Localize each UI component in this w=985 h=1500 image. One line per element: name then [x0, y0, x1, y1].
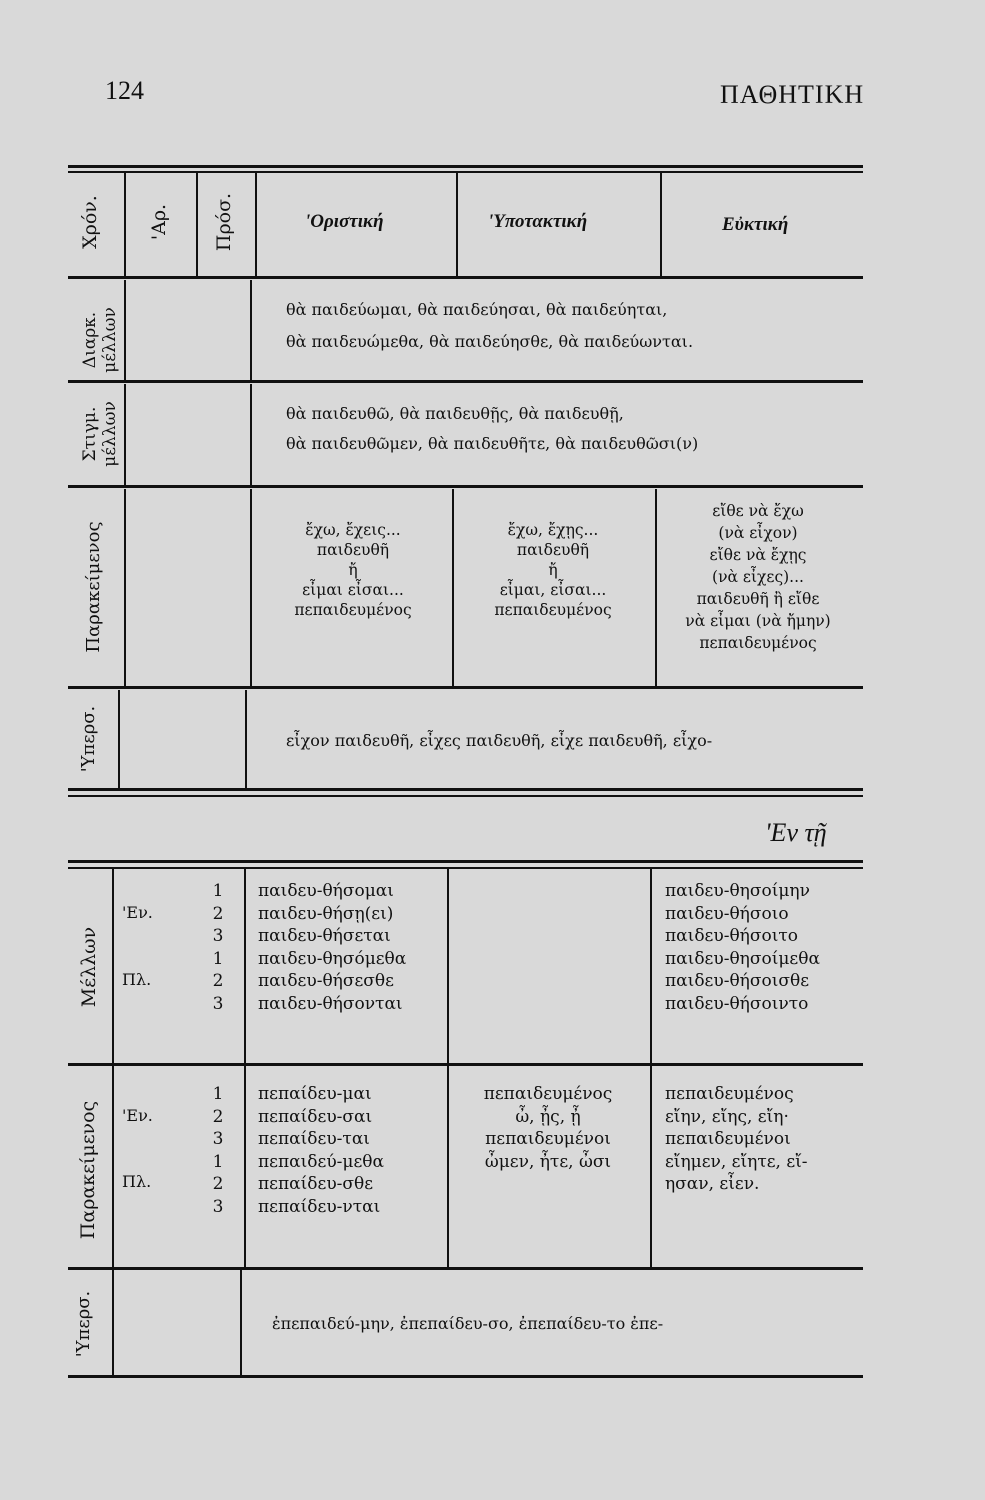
rule	[68, 788, 863, 791]
rule	[112, 1270, 114, 1375]
number-singular: 'Εν.	[122, 903, 153, 922]
cell-line: ἔχω, ἔχεις...	[305, 521, 401, 539]
cell-line: εἴημεν, εἴητε, εἴ-	[665, 1151, 808, 1172]
cell-line: εἴθε νὰ ἔχῃς	[709, 546, 807, 564]
cell-line: πεπαιδευμένος	[665, 1084, 794, 1104]
cell-line: πεπαιδευμένος	[483, 1084, 613, 1104]
rule	[118, 690, 120, 788]
rule	[68, 860, 863, 863]
tense-label-line: Διαρκ.	[80, 311, 100, 369]
future-optative-cell	[665, 880, 820, 1015]
cell-line: εἶμαι εἶσαι...	[302, 581, 404, 599]
cell-line: πεπαιδευμένος	[699, 634, 817, 652]
cell-line: πεπαιδευμένος	[294, 601, 412, 619]
cell-line: πεπαιδεύ-μεθα	[258, 1151, 384, 1172]
tense-label-future: Μέλλων	[78, 926, 100, 1008]
rule	[68, 276, 863, 279]
rule	[250, 280, 252, 380]
person-number: 1	[212, 948, 224, 969]
perfect-indicative-cell	[258, 1083, 384, 1218]
cell-line: πεπαίδευ-ται	[258, 1129, 370, 1149]
cell-line: παιδευ-θήσεται	[258, 926, 391, 946]
rule	[68, 380, 863, 383]
tense-label-perfect: Παρακείμενος	[83, 521, 104, 653]
future-indicative-cell	[258, 880, 406, 1015]
rule	[650, 1066, 652, 1267]
header-tense: Χρόν.	[79, 195, 101, 249]
cell-line: εἶμαι, εἶσαι...	[499, 581, 607, 599]
cell-line: πεπαιδευμένοι	[665, 1129, 791, 1149]
rule	[124, 172, 126, 276]
page-number: 124	[105, 76, 144, 105]
tense-label-pluperfect: 'Υπερσ.	[78, 705, 99, 773]
running-head: ΠΑΘΗΤΙΚΗ	[720, 80, 865, 109]
cell-line: (νὰ εἶχες)...	[712, 568, 804, 586]
rule	[650, 869, 652, 1063]
section-title: 'Εν τῇ	[765, 818, 827, 847]
cell-line: ὦμεν, ἦτε, ὦσι	[484, 1151, 612, 1172]
rule	[68, 171, 863, 173]
cell-line: πεπαίδευ-σαι	[258, 1106, 373, 1127]
rule	[196, 172, 198, 276]
person-number: 1	[212, 1084, 224, 1104]
person-column	[200, 1083, 236, 1218]
person-number: 2	[212, 903, 224, 924]
rule	[68, 795, 863, 797]
cell-line: πεπαιδευμένος	[494, 601, 612, 619]
cell-line: ἤ	[348, 561, 358, 579]
rule	[112, 869, 114, 1063]
conjugation-line: θὰ παιδευθῶ, θὰ παιδευθῇς, θὰ παιδευθῇ,	[286, 404, 624, 423]
cell-line: παιδευ-θήσονται	[258, 993, 403, 1014]
rule	[250, 384, 252, 485]
cell-line: ὦ, ᾖς, ᾖ	[515, 1106, 581, 1127]
rule	[660, 172, 662, 276]
rule	[456, 172, 458, 276]
cell-line: πεπαίδευ-σθε	[258, 1174, 374, 1194]
rule	[250, 489, 252, 686]
rule	[255, 172, 257, 276]
person-number: 3	[212, 1129, 224, 1149]
rule	[68, 1063, 863, 1066]
header-number: 'Αρ.	[148, 203, 170, 241]
perfect-subjunctive-cell	[452, 1083, 644, 1173]
rule	[655, 489, 657, 686]
tense-label-aorist-future	[80, 384, 124, 484]
person-number: 2	[212, 1174, 224, 1194]
person-number: 3	[212, 926, 224, 946]
rule	[68, 1267, 863, 1270]
rule	[245, 690, 247, 788]
cell-line: νὰ εἶμαι (νὰ ἤμην)	[685, 612, 831, 630]
rule	[124, 280, 126, 380]
cell-line: (νὰ εἶχον)	[718, 524, 798, 542]
cell-line: παιδευ-θήσοιο	[665, 903, 789, 924]
person-column	[200, 880, 236, 1015]
cell-line: ησαν, εἶεν.	[665, 1174, 760, 1194]
header-indicative: 'Οριστική	[305, 211, 384, 232]
tense-label-progressive-future	[80, 290, 124, 390]
cell-line: παιδευθῆ	[516, 541, 590, 559]
rule	[68, 1375, 863, 1378]
cell-line: παιδευ-θήσεσθε	[258, 971, 394, 991]
conjugation-line: θὰ παιδευώμεθα, θὰ παιδεύησθε, θὰ παιδεύωνται.	[286, 332, 694, 351]
conjugation-line: ἐπεπαιδεύ-μην, ἐπεπαίδευ-σο, ἐπεπαίδευ-το ἐπε-	[272, 1314, 664, 1333]
cell-line: παιδευθῆ ἢ εἴθε	[696, 590, 820, 608]
rule	[244, 869, 246, 1063]
rule	[124, 384, 126, 485]
person-number: 2	[212, 1106, 224, 1127]
rule	[452, 489, 454, 686]
cell-line: παιδευ-θήσοιτο	[665, 926, 799, 946]
cell-line: παιδευθῆ	[316, 541, 390, 559]
rule	[447, 869, 449, 1063]
person-number: 3	[212, 1196, 224, 1217]
conjugation-line: θὰ παιδευθῶμεν, θὰ παιδευθῆτε, θὰ παιδευθῶσι(ν)	[286, 434, 699, 453]
cell-line: παιδευ-θησοίμεθα	[665, 948, 820, 969]
conjugation-line: εἶχον παιδευθῆ, εἶχες παιδευθῆ, εἶχε παιδευθῆ, εἶχο-	[286, 731, 713, 750]
conjugation-line: θὰ παιδεύωμαι, θὰ παιδεύησαι, θὰ παιδεύηται,	[286, 300, 668, 319]
person-number: 1	[212, 881, 224, 901]
rule	[68, 165, 863, 168]
tense-label-perfect: Παρακείμενος	[77, 1100, 99, 1240]
cell-line: εἴθε νὰ ἔχω	[712, 502, 804, 520]
cell-line: παιδευ-θήσομαι	[258, 881, 394, 901]
perfect-subjunctive-cell	[458, 520, 648, 620]
number-plural: Πλ.	[122, 970, 152, 989]
rule	[68, 485, 863, 488]
header-person: Πρόσ.	[213, 192, 235, 252]
cell-line: παιδευ-θήσοιντο	[665, 993, 809, 1014]
cell-line: πεπαιδευμένοι	[485, 1129, 611, 1149]
rule	[112, 1066, 114, 1267]
cell-line: πεπαίδευ-μαι	[258, 1084, 372, 1104]
rule	[447, 1066, 449, 1267]
cell-line: παιδευ-θήσῃ(ει)	[258, 903, 394, 924]
cell-line: ἔχω, ἔχῃς...	[507, 521, 599, 539]
tense-label-line: μέλλων	[100, 307, 120, 373]
cell-line: παιδευ-θησόμεθα	[258, 948, 407, 969]
header-optative: Εὐκτική	[722, 214, 789, 235]
header-subjunctive: 'Υποτακτική	[488, 211, 588, 232]
person-number: 3	[212, 993, 224, 1014]
perfect-indicative-cell	[258, 520, 448, 620]
perfect-optative-cell	[665, 1083, 808, 1196]
tense-label-pluperfect: 'Υπερσ.	[73, 1290, 94, 1358]
cell-line: εἴην, εἴης, εἴη·	[665, 1106, 789, 1127]
cell-line: ἤ	[548, 561, 558, 579]
tense-label-line: μέλλων	[100, 401, 120, 467]
person-number: 2	[212, 971, 224, 991]
rule	[240, 1270, 242, 1375]
cell-line: παιδευ-θήσοισθε	[665, 971, 810, 991]
number-plural: Πλ.	[122, 1172, 152, 1191]
tense-label-line: Στιγμ.	[80, 406, 100, 462]
perfect-optative-cell	[658, 500, 858, 654]
person-number: 1	[212, 1151, 224, 1172]
rule	[68, 867, 863, 869]
rule	[124, 489, 126, 686]
rule	[244, 1066, 246, 1267]
number-singular: 'Εν.	[122, 1106, 153, 1125]
cell-line: παιδευ-θησοίμην	[665, 881, 810, 901]
rule	[68, 686, 863, 689]
cell-line: πεπαίδευ-νται	[258, 1196, 381, 1217]
